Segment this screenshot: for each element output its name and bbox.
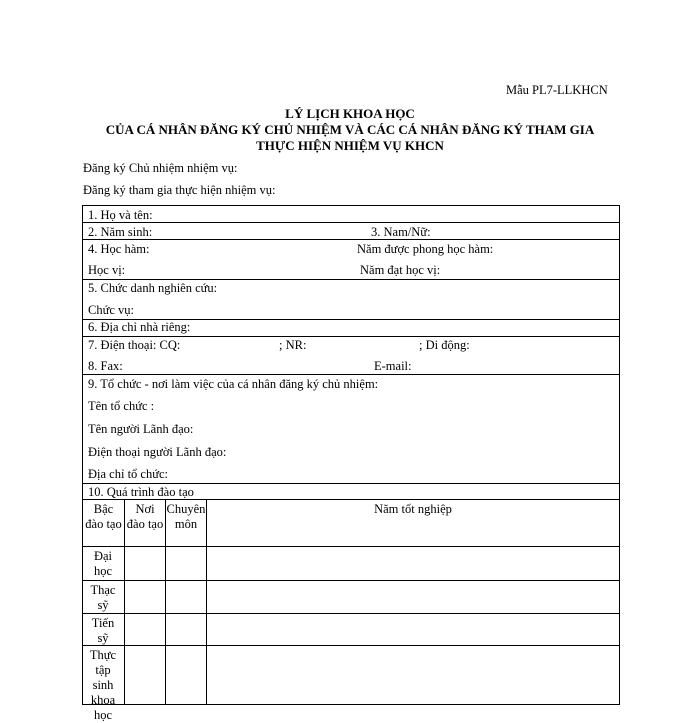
register-participant-label: Đăng ký tham gia thực hiện nhiệm vụ: bbox=[83, 183, 276, 197]
divider bbox=[82, 222, 620, 223]
section-training: 10. Quá trình đào tạo bbox=[88, 485, 194, 499]
field-gender: 3. Nam/Nữ: bbox=[371, 225, 431, 239]
field-fax: 8. Fax: bbox=[88, 359, 123, 373]
table-header-grad-year: Năm tốt nghiệp bbox=[374, 502, 452, 516]
divider bbox=[82, 336, 620, 337]
table-header-major: Chuyên môn bbox=[166, 502, 206, 531]
table-row-label: Tiến sỹ bbox=[91, 616, 115, 645]
field-birth-year: 2. Năm sinh: bbox=[88, 225, 153, 239]
divider bbox=[82, 239, 620, 240]
divider bbox=[82, 279, 620, 280]
divider bbox=[82, 374, 620, 375]
field-home-address: 6. Địa chỉ nhà riêng: bbox=[88, 320, 191, 334]
table-row-divider bbox=[82, 645, 620, 646]
field-leader-phone: Điện thoại người Lãnh đạo: bbox=[88, 445, 227, 459]
field-org-address: Địa chỉ tổ chức: bbox=[88, 467, 169, 481]
table-header-level: Bậc đào tạo bbox=[85, 502, 122, 531]
field-full-name: 1. Họ và tên: bbox=[88, 208, 153, 222]
field-degree: Học vị: bbox=[88, 263, 126, 277]
document-subtitle: CỦA CÁ NHÂN ĐĂNG KÝ CHỦ NHIỆM VÀ CÁC CÁ NHÂN ĐĂNG KÝ THAM GIA bbox=[105, 122, 595, 137]
field-organization: 9. Tổ chức - nơi làm việc của cá nhân đăng ký chủ nhiệm: bbox=[88, 377, 379, 391]
field-phone-home: ; NR: bbox=[279, 338, 307, 352]
document-subtitle-2: THỰC HIỆN NHIỆM VỤ KHCN bbox=[256, 138, 444, 153]
register-chair-label: Đăng ký Chủ nhiệm nhiệm vụ: bbox=[83, 161, 238, 175]
table-row-divider bbox=[82, 546, 620, 547]
field-phone-office: 7. Điện thoại: CQ: bbox=[88, 338, 181, 352]
document-title: LÝ LỊCH KHOA HỌC bbox=[285, 106, 415, 121]
field-research-title: 5. Chức danh nghiên cứu: bbox=[88, 281, 218, 295]
divider bbox=[82, 483, 620, 484]
form-code: Mẫu PL7-LLKHCN bbox=[506, 83, 608, 97]
table-divider bbox=[124, 499, 125, 705]
field-leader-name: Tên người Lãnh đạo: bbox=[88, 422, 194, 436]
field-position: Chức vụ: bbox=[88, 303, 135, 317]
field-org-name: Tên tổ chức : bbox=[88, 399, 155, 413]
table-row-label: Đại học bbox=[93, 549, 113, 578]
divider bbox=[82, 499, 620, 500]
table-row-label: Thạc sỹ bbox=[90, 583, 116, 612]
field-academic-title-year: Năm được phong học hàm: bbox=[357, 242, 494, 256]
field-email: E-mail: bbox=[374, 359, 412, 373]
field-mobile: ; Di động: bbox=[419, 338, 470, 352]
table-divider bbox=[206, 499, 207, 705]
table-header-place: Nơi đào tạo bbox=[126, 502, 164, 531]
table-row-divider bbox=[82, 613, 620, 614]
field-degree-year: Năm đạt học vị: bbox=[360, 263, 441, 277]
field-academic-title: 4. Học hàm: bbox=[88, 242, 150, 256]
table-row-divider bbox=[82, 580, 620, 581]
table-row-label: Thực tập sinh khoa học bbox=[89, 648, 117, 722]
